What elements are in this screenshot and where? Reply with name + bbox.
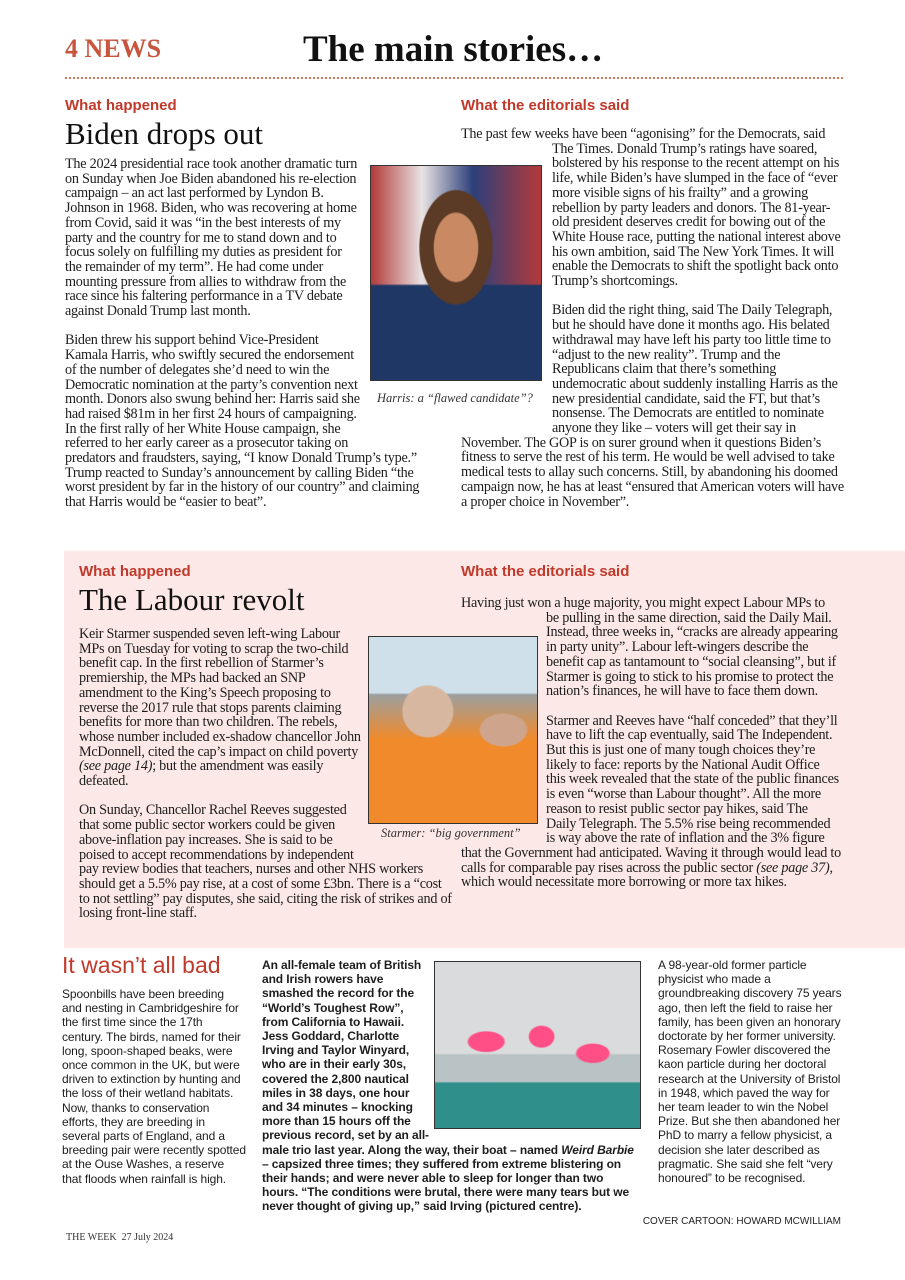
- paragraph: Biden threw his support behind Vice-President Kamala Harris, who swiftly secured the endorsement of the number of delegates she’d need to win the Democratic nomination at the party’s convention next month. Donors also swung behind her: Harris said she had raised $81m in her first 24 hours of campaigning. In the first rally of her White House campaign, she referred to her early career as a prosecutor taking on predators and fraudsters, saying, “I know Donald Trump’s type.” Trump reacted to Sunday’s announcement by calling Biden “the worst president by far in the history of our country” and claiming that Harris would be “easier to beat”.: [65, 332, 420, 511]
- section-label-what-happened: What happened: [79, 563, 191, 580]
- page-section-label: 4 NEWS: [65, 34, 162, 63]
- editorials-labour-body: [461, 596, 841, 905]
- good-news-title: It wasn’t all bad: [62, 952, 221, 978]
- text: – capsized three times; they suffered from extreme blistering on their hands; and were never able to sleep for longer than two hours. “The conditions were brutal, there were many tears but we never thought of giving up,” said Irving (pictured centre).: [262, 1156, 630, 1214]
- paragraph: Biden did the right thing, said The Daily Telegraph, but he should have done it months ago. His belated withdrawal may have left his party too little time to “adjust to the new reality”. Trump and the Republicans claim that there’s something undemocratic about suddenly installing Harris as the new presidential candidate, said the FT, but that’s nonsense. The Democrats are entitled to nominate anyone they like – voters will get their say in November. The GOP is on surer ground when it questions Biden’s fitness to serve the rest of his term. He would be well advised to take medical tests to allay such concerns. Still, by abandoning his doomed campaign now, he has at least “ensured that American voters will have a proper choice in November”.: [461, 302, 844, 510]
- cover-credit: COVER CARTOON: HOWARD MCWILLIAM: [642, 1216, 841, 1227]
- harris-caption: Harris: a “flawed candidate”?: [377, 391, 533, 405]
- paragraph: On Sunday, Chancellor Rachel Reeves suggested that some public sector workers could be given above-inflation pay increases. She is said to be poised to accept recommendations by independent pay review bodies that teachers, nurses and other NHS workers should get a 5.5% pay rise, at a cost of some £3bn. There is a “cost to not settling” pay disputes, she said, citing the risk of strikes and of losing front-line staff.: [79, 802, 452, 922]
- masthead: THE WEEK: [66, 1232, 117, 1243]
- text: Starmer and Reeves have “half conceded” that they’ll have to lift the cap eventually, said The Independent. But this is just one of many tough choices they’re likely to face: reports by the National Audit Office this week revealed that the state of the public finances is even “worse than Labour thought”. All the more reason to resist public sector pay hikes, said The Daily Telegraph. The 5.5% rise being recommended is way above the rate of inflation and the 3% figure that the Government had anticipated. Waving it through would lead to calls for comparable pay rises across the public sector: [461, 712, 841, 876]
- headline-labour: The Labour revolt: [79, 582, 305, 617]
- footer-masthead: [66, 1232, 173, 1243]
- section-label-editorials: What the editorials said: [461, 97, 630, 114]
- headline-biden: Biden drops out: [65, 116, 264, 151]
- header-divider: [65, 77, 843, 79]
- paragraph: The past few weeks have been “agonising” for the Democrats, said The Times. Donald Trump’s ratings have soared, bolstered by his response to the recent attempt on his life, while Biden’s have slumped in the face of “ever more visible signs of his frailty” and a growing rebellion by party leaders and donors. The 81-year-old president deserves credit for bowing out of the White House race, putting the national interest above his own ambition, said The New York Times. It will enable the Democrats to shift the spotlight back onto Trump’s shortcomings.: [461, 126, 841, 290]
- page-reference: (see page 14): [79, 758, 153, 775]
- physicist-story: A 98-year-old former particle physicist who made a groundbreaking discovery 75 years ago, then left the field to raise her family, has been given an honorary doctorate by her former university. Rosemary Fowler discovered the kaon particle during her doctoral research at the University of Bristol in 1948, which paved the way for her team leader to win the Nobel Prize. But she then abandoned her PhD to marry a fellow physicist, a decision she later described as pragmatic. She said she felt “very honoured” to be recognised.: [658, 958, 842, 1186]
- boat-name: Weird Barbie: [561, 1142, 634, 1157]
- paragraph: Having just won a huge majority, you might expect Labour MPs to be pulling in the same direction, said the Daily Mail. Instead, three weeks in, “cracks are already appearing in party unity”. Labour left-wingers describe the benefit cap as tantamount to “social cleansing”, but if Starmer is going to stick to his promise to protect the nation’s finances, he will have to face them down.: [461, 595, 838, 700]
- page-reference: (see page 37): [756, 859, 830, 876]
- text: An all-female team of British and Irish rowers have smashed the record for the “World’s Toughest Row”, from California to Hawaii. Jess Goddard, Charlotte Irving and Taylor Winyard, who are in their early 30s, covered the 2,800 nautical miles in 38 days, one hour and 34 minutes – knocking more than 15 hours off the previous record, set by an all-male trio last year. Along the way, their boat – named: [262, 958, 562, 1157]
- section-label-what-happened: What happened: [65, 97, 177, 114]
- editorials-biden-body: [461, 127, 846, 524]
- section-label-editorials: What the editorials said: [461, 563, 630, 580]
- page-title: The main stories…: [303, 29, 604, 70]
- paragraph: The 2024 presidential race took another dramatic turn on Sunday when Joe Biden abandoned his re-election campaign – an act last performed by Lyndon B. Johnson in 1968. Biden, who was recovering at home from Covid, said it was “in the best interests of my party and the country for me to stand down and to focus solely on fulfilling my duties as president for the remainder of my term”. He had come under mounting pressure from allies to withdraw from the race since his faltering performance in a TV debate against Donald Trump last month.: [65, 156, 358, 320]
- text: , which would necessitate more borrowing or more tax hikes.: [461, 859, 833, 891]
- starmer-caption: Starmer: “big government”: [381, 826, 521, 840]
- text: Keir Starmer suspended seven left-wing Labour MPs on Tuesday for voting to scrap the two-child benefit cap. In the first rebellion of Starmer’s premiership, the MPs had backed an SNP amendment to the King’s Speech proposing to reverse the 2017 rule that stops parents claiming benefits for more than two children. The rebels, whose number included ex-shadow chancellor John McDonnell, cited the cap’s impact on child poverty: [79, 626, 361, 760]
- rowers-photo: [434, 961, 641, 1129]
- spoonbills-story: Spoonbills have been breeding and nesting in Cambridgeshire for the first time since the 17th century. The birds, named for their long, spoon-shaped beaks, were once common in the UK, but were driven to extinction by hunting and the loss of their wetland habitats. Now, thanks to conservation efforts, they are breeding in several parts of England, and a breeding pair were recently spotted at the Ouse Washes, a reserve that floods when rainfall is high.: [62, 987, 246, 1186]
- issue-date: 27 July 2024: [121, 1232, 174, 1243]
- text: ; but the amendment was easily defeated.: [79, 758, 324, 790]
